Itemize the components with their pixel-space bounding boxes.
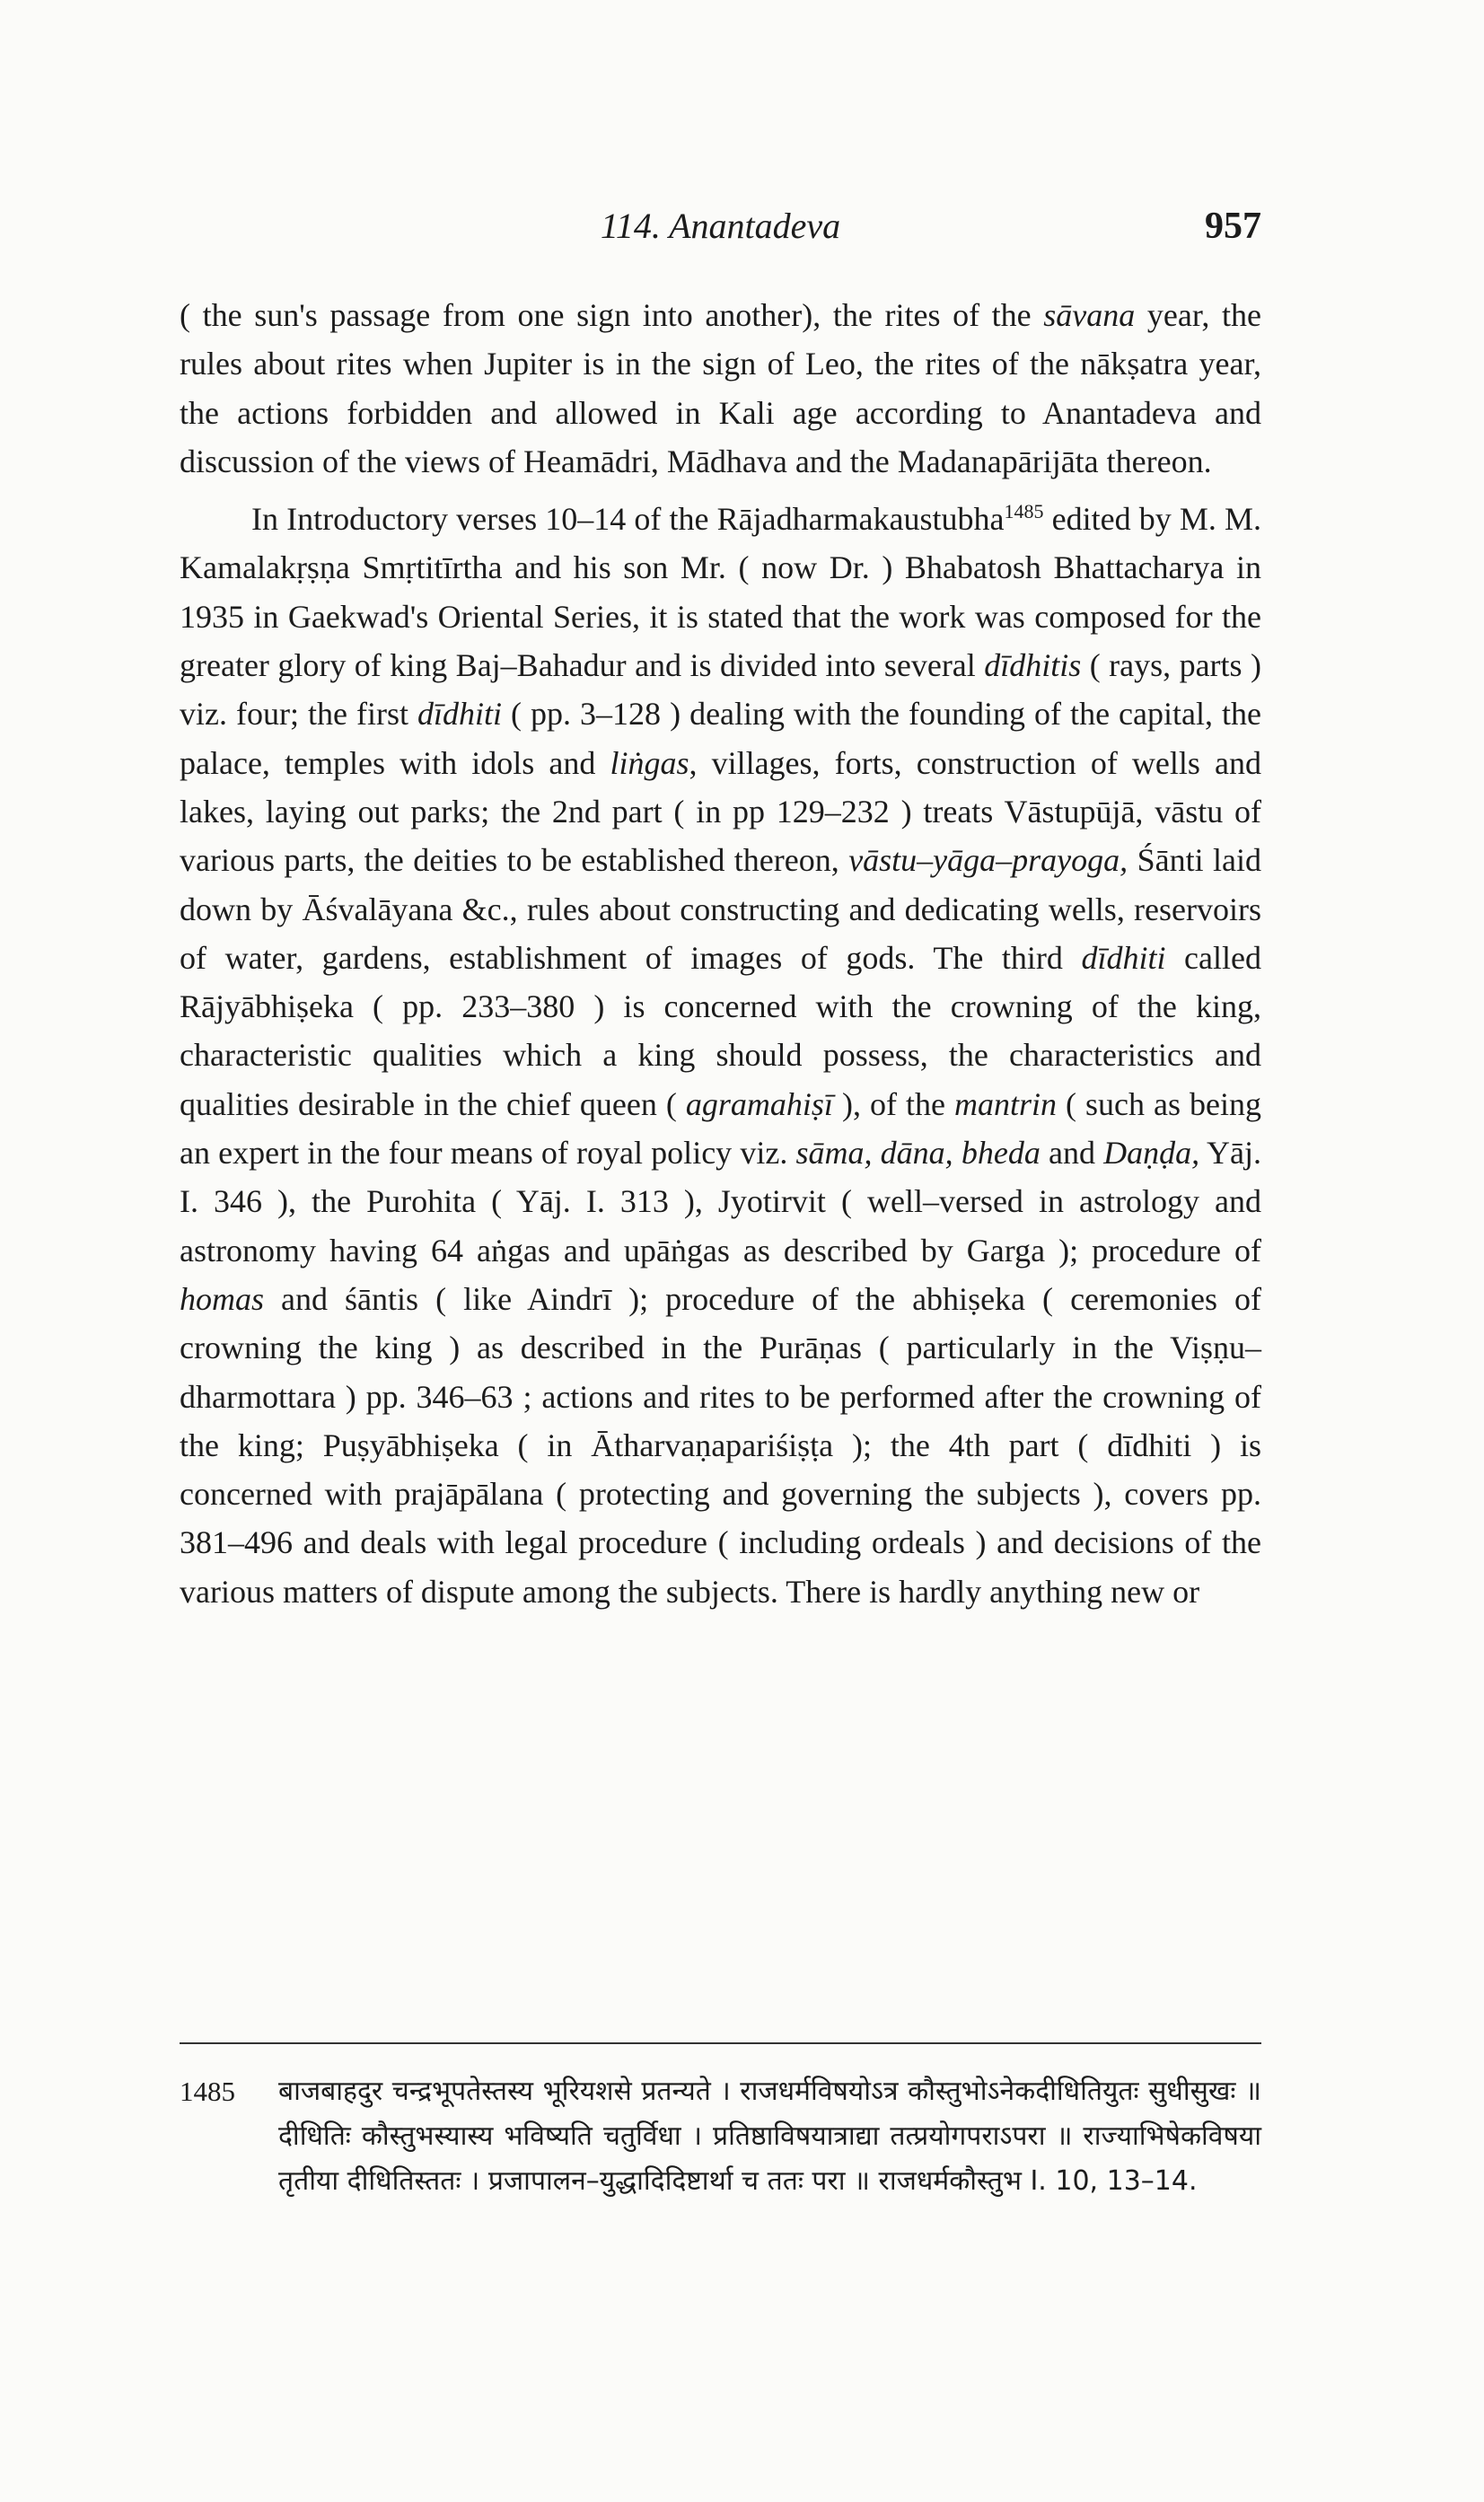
text-run: ( the sun's passage from one sign into another), the rites of the — [180, 297, 1044, 333]
text-run: called Rājyābhiṣeka ( pp. 233–380 ) is concerned with the crowning of the king, characteristic qualities which a king should possess, the characteristics and qualities desirable in the chief queen ( — [180, 939, 1261, 1122]
footnote-divider — [180, 2042, 1261, 2044]
footnote-text: बाजबाहदुर चन्द्रभूपतेस्तस्य भूरियशसे प्रतन्यते । राजधर्मविषयोऽत्र कौस्तुभोऽनेकदीधितियुतः सुधीसुखः ॥ दीधितिः कौस्तुभस्यास्य भविष्यति चतुर्विधा । प्रतिष्ठाविषयात्राद्या तत्प्रयोगपराऽपरा ॥ राज्याभिषेकविषया तृतीया दीधितिस्ततः । प्रजापालन–युद्धादिदिष्टार्था च ततः परा ॥ राजधर्मकौस्तुभ I. 10, 13–14. — [278, 2076, 1261, 2197]
text-run: and — [1040, 1135, 1104, 1172]
paragraph-1 — [180, 291, 1261, 486]
italic-term: homas — [180, 1280, 265, 1317]
text-run: , villages, forts, construction of wells and lakes, laying out parks; the 2nd part ( in pp 129–232 ) treats Vāstupūjā, vāstu of various parts, the deities to be established thereon, — [180, 744, 1261, 879]
text-run: year, the rules about rites when Jupiter is in the sign of Leo, the rites of the nākṣatra year, the actions forbidden and allowed in Kali age according to Anantadeva and discussion of the views of Heamādri, Mādhava and the Madanapārijāta thereon. — [180, 297, 1261, 479]
italic-term: sāvana — [1043, 297, 1136, 333]
text-run: In Introductory verses 10–14 of the Rājadharmakaustubha — [251, 501, 1005, 538]
text-run: ( pp. 3–128 ) dealing with the founding of the capital, the palace, temples with idols and — [180, 696, 1261, 781]
footnote — [180, 2069, 1261, 2204]
text-run: edited by M. M. Kamalakṛṣṇa Smṛtitīrtha and his son Mr. ( now Dr. ) Bhabatosh Bhattacharya in 1935 in Gaekwad's Oriental Series, it is stated that the work was composed for the greater glory of king Baj–Bahadur and is divided into several — [180, 501, 1261, 684]
chapter-title: 114. Anantadeva — [600, 206, 841, 246]
italic-term: sāma, dāna, bheda — [795, 1135, 1041, 1172]
italic-term: dīdhiti — [417, 696, 503, 733]
text-run: ( such as being an expert in the four means of royal policy viz. — [180, 1085, 1261, 1172]
italic-term: agramahiṣī — [685, 1085, 833, 1122]
text-run: ), of the — [832, 1085, 954, 1122]
text-run: Yāj. I. 346 ), the Purohita ( Yāj. I. 313 ), Jyotirvit ( well–versed in astrology and astronomy having 64 aṅgas and upāṅgas as described by Garga ); procedure of — [180, 1135, 1261, 1269]
italic-term: dīdhitis — [984, 647, 1082, 684]
running-header — [180, 205, 1261, 259]
footnote-number: 1485 — [180, 2076, 235, 2107]
italic-term: Daṇḍa, — [1103, 1135, 1200, 1172]
italic-term: vāstu–yāga–prayoga, — [848, 842, 1128, 879]
text-run: Śānti laid down by Āśvalāyana &c., rules about constructing and dedicating wells, reservoirs of water, gardens, establishment of images of gods. The third — [180, 842, 1261, 976]
body-text — [180, 291, 1261, 1616]
italic-term: dīdhiti — [1081, 939, 1166, 976]
footnote-reference: 1485 — [1004, 500, 1044, 523]
italic-term: liṅgas — [610, 744, 689, 781]
page-number: 957 — [1205, 206, 1261, 247]
paragraph-2 — [180, 495, 1261, 1616]
text-run: and śāntis ( like Aindrī ); procedure of the abhiṣeka ( ceremonies of crowning the king ) as described in the Purāṇas ( particularly in the Viṣṇu–dharmottara ) pp. 346–63 ; actions and rites to be performed after the crowning of the king; Puṣyābhiṣeka ( in Ātharvaṇapariśiṣṭa ); the 4th part ( dīdhiti ) is concerned with prajāpālana ( protecting and governing the subjects ), covers pp. 381–496 and deals with legal procedure ( including ordeals ) and decisions of the various matters of dispute among the subjects. There is hardly anything new or — [180, 1280, 1261, 1610]
text-run: ( rays, parts ) viz. four; the first — [180, 647, 1261, 733]
italic-term: mantrin — [953, 1085, 1057, 1122]
